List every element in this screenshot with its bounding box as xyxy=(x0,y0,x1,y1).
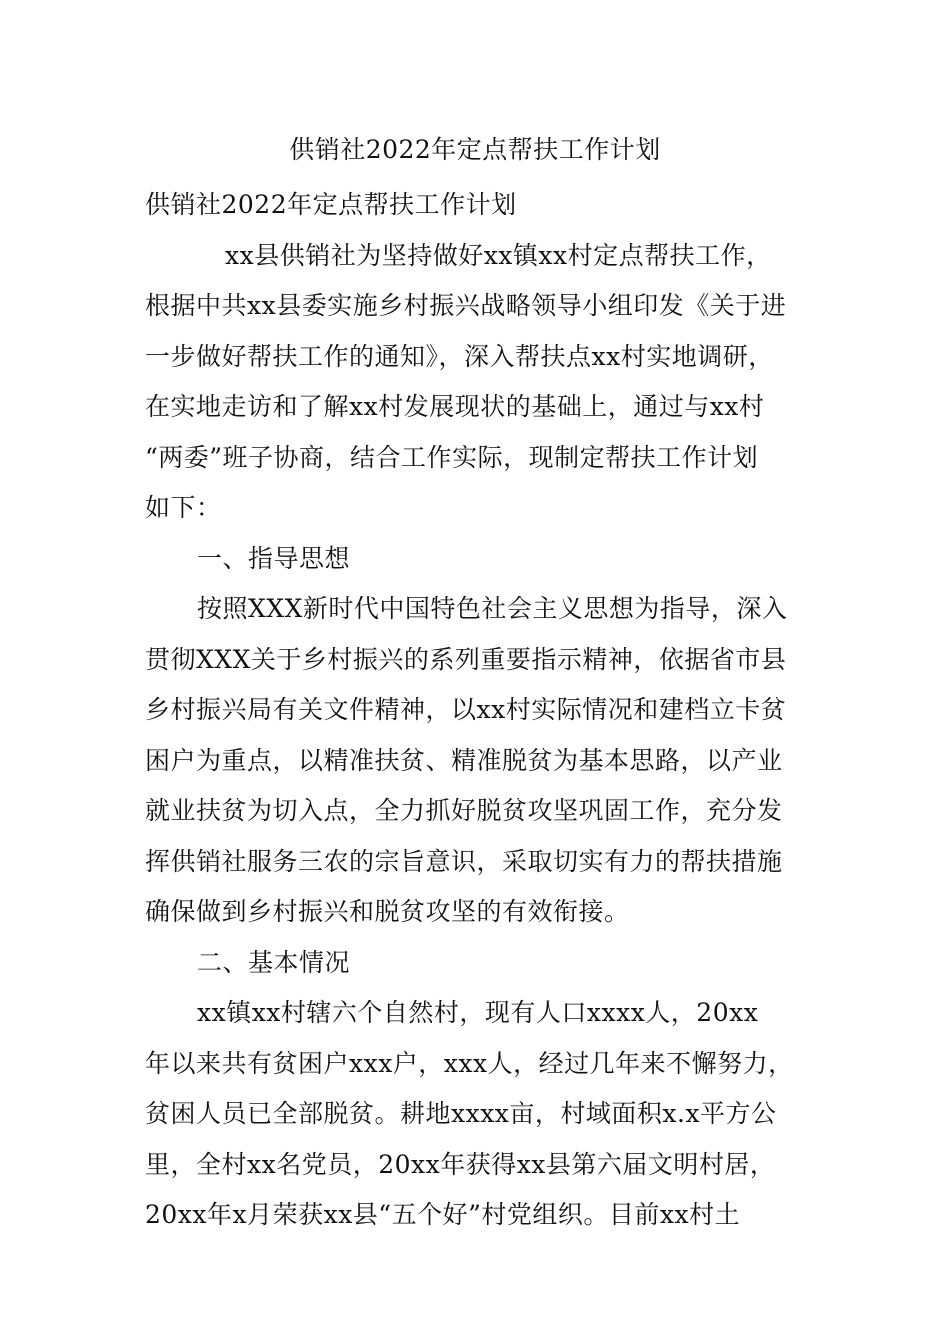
paragraph-line: 年以来共有贫困户xxx户，xxx人，经过几年来不懈努力， xyxy=(145,1048,794,1078)
paragraph-line: “两委”班子协商，结合工作实际，现制定帮扶工作计划 xyxy=(145,442,759,472)
section-heading: 二、基本情况 xyxy=(197,947,351,977)
paragraph-line: 按照XXX新时代中国特色社会主义思想为指导，深入 xyxy=(197,594,788,623)
document-body xyxy=(145,180,810,1241)
paragraph-line: 确保做到乡村振兴和脱贫攻坚的有效衔接。 xyxy=(145,897,630,926)
subtitle-line: 供销社2022年定点帮扶工作计划 xyxy=(145,190,517,219)
paragraph-line: xx镇xx村辖六个自然村，现有人口xxxx人，20xx xyxy=(197,998,759,1027)
paragraph-line: 贫困人员已全部脱贫。耕地xxxx亩，村域面积x.x平方公 xyxy=(145,1099,777,1128)
paragraph-line: 贯彻XXX关于乡村振兴的系列重要指示精神，依据省市县 xyxy=(145,644,787,674)
paragraph-line: 20xx年x月荣获xx县“五个好”村党组织。目前xx村土 xyxy=(145,1200,741,1229)
paragraph-line: 一步做好帮扶工作的通知》，深入帮扶点xx村实地调研， xyxy=(145,341,774,371)
document-title: 供销社2022年定点帮扶工作计划 xyxy=(289,135,661,164)
paragraph-line: 里，全村xx名党员，20xx年获得xx县第六届文明村居， xyxy=(145,1149,776,1179)
paragraph-line: 挥供销社服务三农的宗旨意识，采取切实有力的帮扶措施 xyxy=(145,846,783,876)
paragraph-line: xx县供销社为坚持做好xx镇xx村定点帮扶工作， xyxy=(225,240,772,270)
paragraph-line: 在实地走访和了解xx村发展现状的基础上，通过与xx村 xyxy=(145,392,765,421)
paragraph-line: 乡村振兴局有关文件精神，以xx村实际情况和建档立卡贫 xyxy=(145,695,787,724)
paragraph-line: 如下： xyxy=(145,493,222,522)
paragraph-line: 就业扶贫为切入点，全力抓好脱贫攻坚巩固工作，充分发 xyxy=(145,796,783,825)
paragraph-line: 根据中共xx县委实施乡村振兴战略领导小组印发《关于进 xyxy=(145,291,787,320)
section-heading: 一、指导思想 xyxy=(197,543,351,573)
paragraph-line: 困户为重点，以精准扶贫、精准脱贫为基本思路，以产业 xyxy=(145,745,783,775)
